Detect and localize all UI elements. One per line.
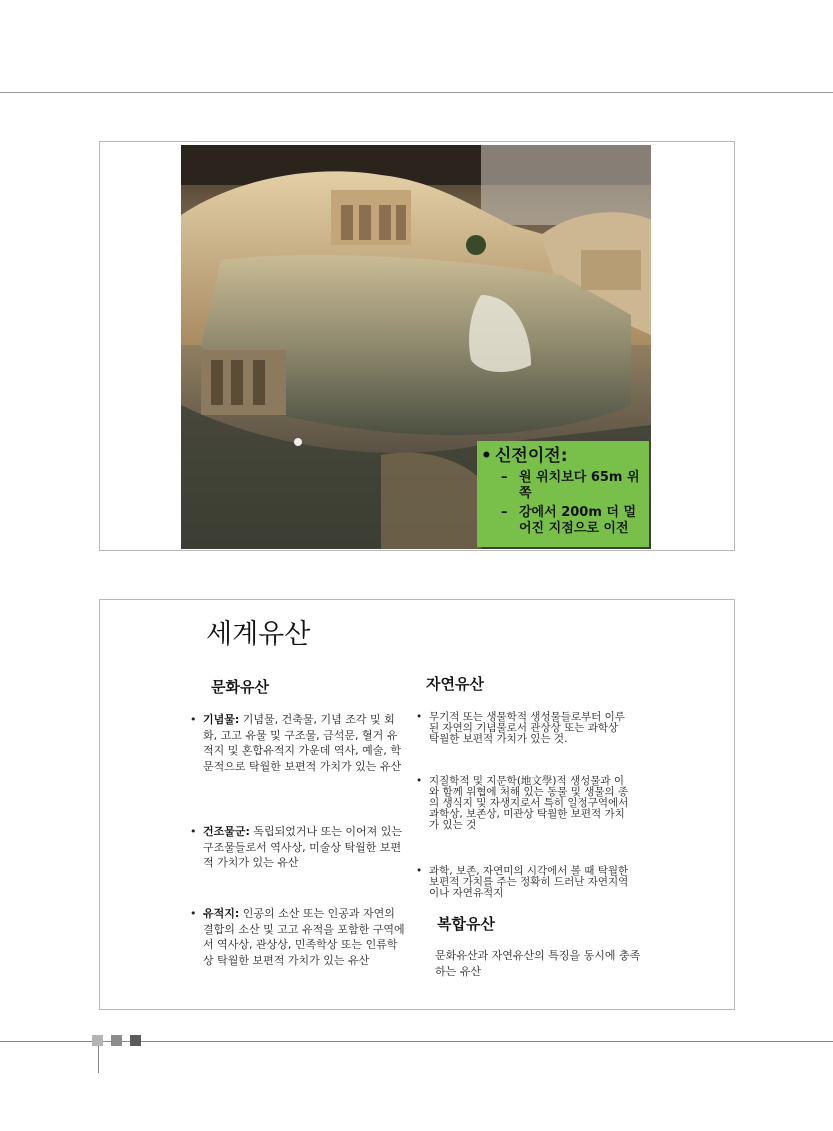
bullet-dot: • [190, 713, 197, 726]
nature-item-text: 지질학적 및 지문학(地文學)적 생성물과 이와 함께 위협에 처해 있는 동물 및 생물의 종의 생식지 및 자생지로서 특히 일정구역에서 과학상, 보존상, 미관상 탁월한 보편적 가치가 있는 것 [429, 775, 629, 831]
callout-item-text: 원 위치보다 65m 위쪽 [519, 470, 640, 501]
bullet-dot: • [416, 865, 423, 877]
header-rule [0, 92, 833, 93]
term: 유적지: [203, 907, 240, 920]
footer-square [92, 1035, 103, 1046]
bullet-dot: • [190, 907, 197, 920]
culture-item-text [203, 824, 405, 871]
footer-vertical-rule [98, 1046, 99, 1073]
culture-heading: 문화유산 [211, 678, 269, 696]
nature-item [416, 776, 631, 831]
footer-square [111, 1035, 122, 1046]
temple-model-photo [181, 145, 651, 549]
slide-temple-relocation [99, 141, 735, 551]
nature-item-text: 무기적 또는 생물학적 생성물들로부터 이루된 자연의 기념물로서 관상상 또는 과학상 탁월한 보편적 가치가 있는 것. [429, 711, 625, 745]
footer-square [130, 1035, 141, 1046]
term: 기념물: [203, 713, 240, 726]
nature-item [416, 712, 631, 745]
dash-bullet: – [501, 505, 508, 520]
slide-title: 세계유산 [206, 619, 311, 650]
callout-title-row [481, 445, 643, 467]
nature-item-text: 과학, 보존, 자연미의 시각에서 볼 때 탁월한 보편적 가치를 주는 정확히 드러난 자연지역이나 자연유적지 [429, 865, 629, 899]
definition: 인공의 소산 또는 인공과 자연의 결합의 소산 및 고고 유적을 포함한 구역에서 역사상, 관상상, 민족학상 또는 인류학상 탁월한 보편적 가치가 있는 유산 [203, 907, 405, 967]
culture-item-text [203, 906, 405, 968]
dash-bullet: – [501, 470, 508, 485]
term: 건조물군: [203, 825, 250, 838]
nature-item [416, 866, 631, 899]
nature-heading: 자연유산 [426, 675, 484, 693]
culture-item-text [203, 712, 405, 774]
bullet-dot: • [190, 825, 197, 838]
bullet-dot: • [416, 775, 423, 787]
definition: 기념물, 건축물, 기념 조각 및 회화, 고고 유물 및 구조물, 금석문, 혈거 유적지 및 혼합유적지 가운데 역사, 예술, 학문적으로 탁월한 보편적 가치가 있는 유산 [203, 713, 402, 773]
callout-item [501, 505, 643, 537]
callout-title: 신전이전: [495, 446, 568, 466]
bullet-dot: • [416, 711, 423, 723]
callout-item-text: 강에서 200m 더 멀어진 지점으로 이전 [519, 505, 637, 536]
slide-world-heritage [99, 599, 735, 1010]
relocation-callout [477, 441, 649, 547]
bullet-dot: • [481, 446, 492, 466]
culture-item [190, 906, 405, 968]
callout-item [501, 470, 643, 502]
culture-item [190, 824, 405, 871]
culture-item [190, 712, 405, 774]
definition: 독립되었거나 또는 이어져 있는 구조물들로서 역사상, 미술상 탁월한 보편적 가치가 있는 유산 [203, 825, 403, 869]
mixed-text: 문화유산과 자연유산의 특징을 동시에 충족하는 유산 [435, 949, 641, 978]
mixed-heading: 복합유산 [437, 915, 495, 933]
footer-rule [0, 1041, 833, 1042]
